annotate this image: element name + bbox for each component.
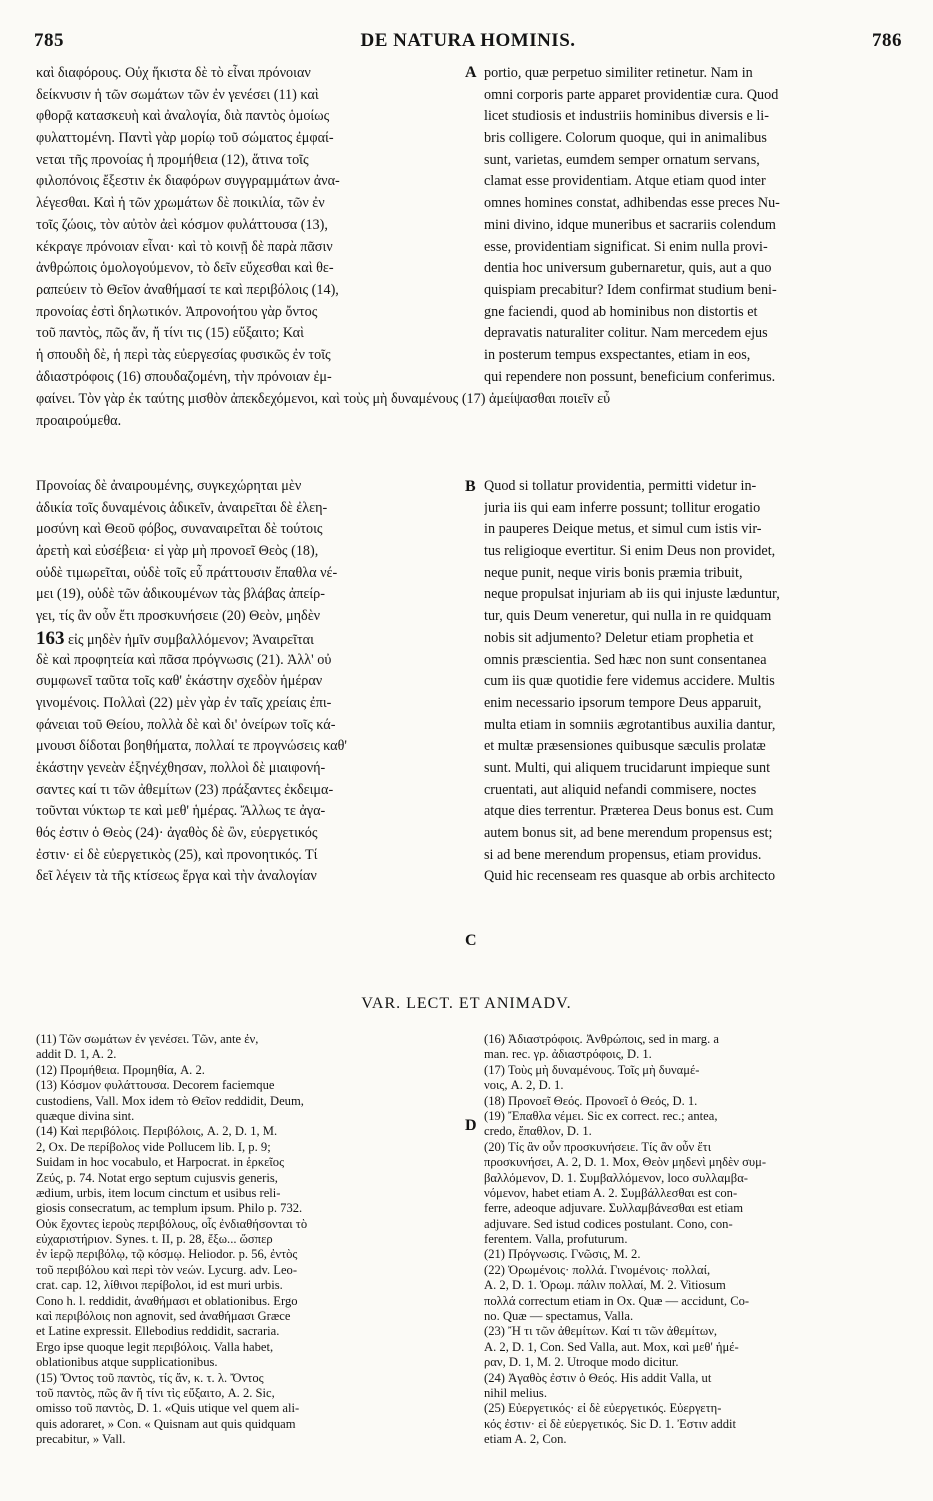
latin-text-line: Quod si tollatur providentia, permitti videtur in- <box>484 478 757 494</box>
greek-text-line: προνοίας ἐστὶ δηλωτικόν. Ἀπρονοήτου γὰρ ὄντος <box>36 303 318 320</box>
latin-text-line: portio, quæ perpetuo similiter retinetur. Nam in <box>484 65 753 81</box>
note-line: νοις, A. 2, D. 1. <box>484 1078 564 1093</box>
greek-column-1 <box>36 63 464 388</box>
greek-text-line: σαντες καί τι τῶν ἀθεμίτων (23) πράξαντες ἐκδειμα- <box>36 781 334 798</box>
greek-full-width-lines <box>36 389 908 432</box>
latin-text-line: autem bonus sit, ad bene merendum propensus est; <box>484 825 773 841</box>
page-number-right: 786 <box>872 30 902 51</box>
latin-text-line: et multæ præsensiones quibusque sæculis prolatæ <box>484 738 766 755</box>
note-line: (12) Προμήθεια. Προμηθία, A. 2. <box>36 1062 205 1077</box>
note-line: (14) Καὶ περιβόλοις. Περιβόλοις, A. 2, D. 1, M. <box>36 1124 278 1139</box>
note-line: quis adoraret, » Con. « Quisnam aut quis quidquam <box>36 1416 296 1431</box>
note-line: ferentem. Valla, profuturum. <box>484 1232 628 1247</box>
latin-text-line: omnes homines constat, adhibendas esse preces Nu- <box>484 195 780 212</box>
greek-text-line: δείκνυσιν ἡ τῶν σωμάτων τῶν ἐν γενέσει (11) καὶ <box>36 86 319 103</box>
greek-text-line: κέκραγε πρόνοιαν εἶναι· καὶ τὸ κοινῇ δὲ παρὰ πᾶσιν <box>36 238 333 255</box>
latin-text-line: juria iis qui eam inferre possunt; tollitur erogatio <box>484 499 761 516</box>
greek-text-line: οὐδὲ τιμωρεῖται, οὐδὲ τοῖς εὖ πράττουσιν ἔπαθλα νέ- <box>36 564 338 581</box>
note-line: Suidam in hoc vocabulo, et Harpocrat. in ἑρκεῖος <box>36 1155 285 1170</box>
latin-text-line: esse, providentiam significat. Si enim nulla provi- <box>484 238 768 255</box>
note-line: quæque divina sint. <box>36 1108 135 1123</box>
latin-text-line: sunt. Multi, qui aliquem trucidarunt impieque sunt <box>484 759 771 776</box>
latin-column-1 <box>484 63 904 388</box>
latin-text-line: enim necessario ipsorum tempore Deus apparuit, <box>484 694 762 711</box>
note-line: (24) Ἀγαθὸς ἐστιν ὁ Θεός. His addit Valla, ut <box>484 1370 712 1385</box>
latin-text-line: neque punit, neque viris bonis præmia tribuit, <box>484 564 743 581</box>
greek-text-line: μει (19), οὐδὲ τῶν ἀδικουμένων τὰς βλάβας ἀπείρ- <box>36 586 325 603</box>
greek-text-line: λέγεσθαι. Καὶ ἡ τῶν χρωμάτων δὲ ποικιλία, τῶν ἐν <box>36 195 325 212</box>
greek-text-line: ραπεύειν τὸ Θεῖον ἀναθήμασί τε καὶ περιβόλοις (14), <box>36 281 339 298</box>
greek-text-line: τοῦνται νύκτωρ τε καὶ μεθ' ἡμέρας. Ἄλλως τε ἀγα- <box>36 803 326 820</box>
greek-text-line: μοσύνη καὶ Θεοῦ φόβος, συναναιρεῖται δὲ τούτοις <box>36 521 323 538</box>
greek-full-line: φαίνει. Τὸν γὰρ ἐκ ταύτης μισθὸν ἀπεκδεχόμενοι, καὶ τοὺς μὴ δυναμένους (17) ἀμείψασθαι ποιεῖν εὖ <box>36 391 611 407</box>
greek-text-line: γει, τίς ἂν οὖν ἔτι προσκυνήσειε (20) Θεὸν, μηδὲν <box>36 608 321 625</box>
greek-full-line: προαιρούμεθα. <box>36 412 122 429</box>
note-line: νόμενον, habet etiam A. 2. Συμβάλλεσθαι est con- <box>484 1185 738 1200</box>
latin-text-line: omni corporis parte apparet providentiæ cura. Quod <box>484 86 779 103</box>
latin-text-line: in pauperes Deique metus, et simul cum istis vir- <box>484 521 762 538</box>
greek-text-line: θός ἐστιν ὁ Θεὸς (24)· ἀγαθὸς δὲ ὢν, εὐεργετικός <box>36 825 318 841</box>
latin-text-line: quispiam precabitur? Idem confirmat studium beni- <box>484 281 777 298</box>
note-line: precabitur, » Vall. <box>36 1432 126 1447</box>
note-line: 2, Ox. De περίβολος vide Pollucem lib. I, p. 9; <box>36 1139 271 1154</box>
page-number-left: 785 <box>34 30 64 51</box>
greek-text-line: Προνοίας δὲ ἀναιρουμένης, συγκεχώρηται μὲν <box>36 478 302 494</box>
greek-text-line: ἐστιν· εἰ δὲ εὐεργετικὸς (25), καὶ προνοητικός. Τί <box>36 846 318 863</box>
latin-text-line: neque propulsat injuriam ab iis qui injuste læduntur, <box>484 586 780 603</box>
greek-text-line: ἀδικία τοῖς δυναμένοις ἀδικεῖν, ἀναιρεῖται δὲ ἐλεη- <box>36 499 328 516</box>
note-line: (21) Πρόγνωσις. Γνῶσις, M. 2. <box>484 1247 641 1262</box>
greek-text-line: ἀνθρώποις ὁμολογούμενον, τὸ δεῖν εὔχεσθαι καὶ θε- <box>36 260 334 277</box>
note-line: omisso τοῦ παντὸς, D. 1. «Quis utique vel quem ali- <box>36 1401 300 1416</box>
section-marker-a: A <box>465 64 477 81</box>
note-line: (15) Ὄντος τοῦ παντὸς, τίς ἄν, κ. τ. λ. Ὄντος <box>36 1370 264 1385</box>
note-line: adjuvare. Sed istud codices postulant. Cono, con- <box>484 1216 733 1231</box>
notes-right-column <box>484 1032 908 1448</box>
section-marker-d: D <box>465 1117 477 1134</box>
latin-text-line: qui rependere non possunt, beneficium conferimus. <box>484 368 776 385</box>
latin-text-line: gne faciendi, quod ab hominibus non distortis et <box>484 303 758 320</box>
latin-text-line: atque dies terrentur. Præterea Deus bonus est. Cum <box>484 803 774 820</box>
note-line: crat. cap. 12, λίθινοι περίβολοι, id est muri urbis. <box>36 1278 283 1293</box>
greek-text-line: τοῖς ζώοις, τὸν αὐτὸν ἀεὶ κόσμον φυλάττουσα (13), <box>36 216 328 233</box>
note-line: ferre, adeoque adjuvare. Συλλαμβάνεσθαι est etiam <box>484 1201 743 1216</box>
latin-text-line: si ad bene merendum propensus, etiam providus. <box>484 846 762 863</box>
latin-column-2 <box>484 476 904 888</box>
greek-text-line: συμφωνεῖ ταῦτα τοῖς καθ' ἑκάστην σχεδὸν ἡμέραν <box>36 673 323 690</box>
note-line: καὶ περιβόλοις non agnovit, sed ἀναθήμασι Græce <box>36 1309 291 1324</box>
greek-text-line: μνουσι δίδοται βοηθήματα, πολλαί τε προγνώσεις καθ' <box>36 738 347 755</box>
note-line: (22) Ὁρωμένοις· πολλά. Γινομένοις· πολλαί, <box>484 1262 711 1277</box>
note-line: (19) Ἔπαθλα νέμει. Sic ex correct. rec.; antea, <box>484 1108 718 1123</box>
note-line: oblationibus atque supplicationibus. <box>36 1355 218 1370</box>
running-title: DE NATURA HOMINIS. <box>360 30 576 51</box>
note-line: προσκυνήσει, A. 2, D. 1. Mox, Θεὸν μηδενὶ μηδὲν συμ- <box>484 1155 767 1170</box>
note-line: et Latine expressit. Ellebodius reddidit, sacraria. <box>36 1324 280 1339</box>
note-line: (20) Τίς ἂν οὖν προσκυνήσειε. Τίς ἂν οὖν ἔτι <box>484 1139 712 1154</box>
note-line: βαλλόμενον, D. 1. Συμβαλλόμενον, loco συλλαμβα- <box>484 1170 748 1185</box>
latin-text-line: Quid hic recenseam res quasque ab orbis architecto <box>484 868 776 885</box>
note-line: τοῦ παντὸς, πῶς ἂν ἤ τίνι τὶς εὔξαιτο, A. 2. Sic, <box>36 1385 275 1400</box>
section-marker-c: C <box>465 932 477 949</box>
latin-text-line: tus religioque evertitur. Si enim Deus non providet, <box>484 543 776 560</box>
greek-text-line: 163 εἰς μηδὲν ἡμῖν συμβαλλόμενον; Ἀναιρεῖται <box>36 627 314 649</box>
latin-text-line: multa etiam in somniis ægrotantibus auxilia dantur, <box>484 716 776 733</box>
note-line: (13) Κόσμον φυλάττουσα. Decorem faciemque <box>36 1078 275 1093</box>
running-header <box>34 30 902 56</box>
note-line: εὐχαριστήριον. Synes. t. II, p. 28, ἔξω... ὥσπερ <box>36 1232 273 1247</box>
note-line: no. Quæ — spectamus, Valla. <box>484 1309 634 1324</box>
note-line: etiam A. 2, Con. <box>484 1432 567 1447</box>
greek-text-line: γινομένοις. Πολλαὶ (22) μὲν γὰρ ἐν ταῖς χρείαις ἐπι- <box>36 694 332 711</box>
greek-text-line: ἀδιαστρόφοις (16) σπουδαζομένη, τὴν πρόνοιαν ἐμ- <box>36 368 332 385</box>
greek-column-2 <box>36 476 464 888</box>
greek-text-line: φιλοπόνοις ἔξεστιν ἐκ διαφόρων συγγραμμάτων ἀνα- <box>36 173 340 190</box>
latin-text-line: mini divino, idque muneribus et sacrariis colendum <box>484 216 776 233</box>
latin-text-line: licet studiosis et industriis hominibus diversis e li- <box>484 108 769 125</box>
latin-text-line: bris colligere. Colorum quoque, qui in animalibus <box>484 130 767 147</box>
note-line: ædium, urbis, item locum cinctum et usibus reli- <box>36 1185 281 1200</box>
note-line: credo, ἔπαθλον, D. 1. <box>484 1124 592 1139</box>
greek-text-line: ἀρετὴ καὶ εὐσέβεια· εἰ γὰρ μὴ προνοεῖ Θεὸς (18), <box>36 543 319 560</box>
note-line: custodiens, Vall. Mox idem τὸ Θεῖον reddidit, Deum, <box>36 1093 304 1108</box>
note-line: (17) Τοὺς μὴ δυναμένους. Τοῖς μὴ δυναμέ- <box>484 1062 700 1077</box>
latin-text-line: in posterum tempus exspectantes, etiam in eos, <box>484 346 751 363</box>
greek-text-line: φάνειαι τοῦ Θείου, πολλὰ δὲ καὶ δι' ὀνείρων τοῖς κά- <box>36 716 336 733</box>
latin-text-line: nobis sit adjumento? Deletur etiam prophetia et <box>484 629 754 646</box>
note-line: (16) Ἀδιαστρόφοις. Ἀνθρώποις, sed in marg. a <box>484 1032 719 1046</box>
greek-text-line: νεται τῆς προνοίας ἡ προμήθεια (12), ἅτινα τοῖς <box>36 151 309 168</box>
note-line: A. 2, D. 1. Ὁρωμ. πάλιν πολλαί, M. 2. Vitiosum <box>484 1278 726 1293</box>
greek-text-line: ἡ σπουδὴ δὲ, ἡ περὶ τὰς εὐεργεσίας φυσικῶς ἐν τοῖς <box>36 346 331 363</box>
note-line: Cono h. l. reddidit, ἀναθήμασι et oblationibus. Ergo <box>36 1293 298 1308</box>
note-line: τοῦ περιβόλου καὶ περὶ τὸν νεών. Lycurg. adv. Leo- <box>36 1262 298 1277</box>
section-marker-b: B <box>465 478 476 495</box>
latin-text-line: cruentati, aut aliquid nefandi commisere, noctes <box>484 781 757 798</box>
greek-text-line: δεῖ λέγειν τὰ τῆς κτίσεως ἔργα καὶ τὴν ἀναλογίαν <box>36 868 317 885</box>
note-line: πολλά correctum etiam in Ox. Quæ — accidunt, Co- <box>484 1293 750 1308</box>
greek-text-line: καὶ διαφόρους. Οὐχ ἥκιστα δὲ τὸ εἶναι πρόνοιαν <box>36 65 311 81</box>
note-line: Ζεύς, p. 74. Notat ergo septum cujusvis generis, <box>36 1170 278 1185</box>
note-line: ἐν ἱερῷ περιβόλῳ, τῷ κόσμῳ. Heliodor. p. 56, ἐντὸς <box>36 1247 298 1262</box>
note-line: (11) Τῶν σωμάτων ἐν γενέσει. Τῶν, ante ἐν, <box>36 1032 259 1046</box>
note-line: (18) Προνοεῖ Θεός. Προνοεῖ ὁ Θεός, D. 1. <box>484 1093 698 1108</box>
note-line: (23) Ἤ τι τῶν ἀθεμίτων. Καί τι τῶν ἀθεμίτων, <box>484 1324 718 1339</box>
latin-text-line: sunt, varietas, eumdem semper ornatum servans, <box>484 151 760 168</box>
latin-text-line: tur, quis Deum veneretur, qui nulla in re quidquam <box>484 608 772 625</box>
note-line: (25) Εὐεργετικός· εἰ δὲ εὐεργετικός. Εὐεργετη- <box>484 1401 722 1416</box>
note-line: κός ἐστιν· εἰ δὲ εὐεργετικός. Sic D. 1. Ἐστιν addit <box>484 1416 737 1431</box>
note-line: Ergo ipse quoque legit περιβόλοις. Valla habet, <box>36 1339 274 1354</box>
latin-text-line: clamat esse providentiam. Atque etiam quod inter <box>484 173 766 190</box>
latin-text-line: depravatis naturaliter colitur. Nam mercedem ejus <box>484 325 768 342</box>
greek-text-line: ἑκάστην γενεὰν ἐξηνέχθησαν, πολλοὶ δὲ μιαιφονή- <box>36 759 326 776</box>
notes-heading: VAR. LECT. ET ANIMADV. <box>361 995 572 1012</box>
latin-text-line: dentia hoc universum gubernaretur, quis, aut a quo <box>484 260 772 277</box>
notes-left-column <box>36 1032 458 1448</box>
greek-text-line: τοῦ παντὸς, πῶς ἄν, ἤ τίνι τις (15) εὔξαιτο; Καὶ <box>36 325 304 342</box>
note-line: nihil melius. <box>484 1385 547 1400</box>
note-line: man. rec. γρ. ἀδιαστρόφοις, D. 1. <box>484 1047 652 1062</box>
note-line: giosis consecratum, ac templum ipsum. Philo p. 732. <box>36 1201 303 1216</box>
margin-page-number: 163 <box>36 627 65 649</box>
note-line: ραν, D. 1, M. 2. Utroque modo dicitur. <box>484 1355 679 1370</box>
note-line: addit D. 1, A. 2. <box>36 1047 117 1062</box>
greek-text-line: φυλαττομένη. Παντὶ γὰρ μορίῳ τοῦ σώματος ἐμφαί- <box>36 130 334 147</box>
note-line: A. 2, D. 1, Con. Sed Valla, aut. Mox, καὶ μεθ' ἡμέ- <box>484 1339 739 1354</box>
greek-text-line: φθορᾷ κατασκευὴ καὶ ἀναλογία, διὰ παντὸς ὁμοίως <box>36 108 330 125</box>
greek-text-line: δὲ καὶ προφητεία καὶ πᾶσα πρόγνωσις (21). Ἀλλ' οὐ <box>36 651 332 668</box>
latin-text-line: cum iis quæ quotidie fere videmus accidere. Multis <box>484 673 775 690</box>
note-line: Οὐκ ἔχοντες ἱεροὺς περιβόλους, οἷς ἐνδιαθήσονται τὸ <box>36 1216 308 1231</box>
latin-text-line: omnis præscientia. Sed hæc non sunt consentanea <box>484 651 767 668</box>
